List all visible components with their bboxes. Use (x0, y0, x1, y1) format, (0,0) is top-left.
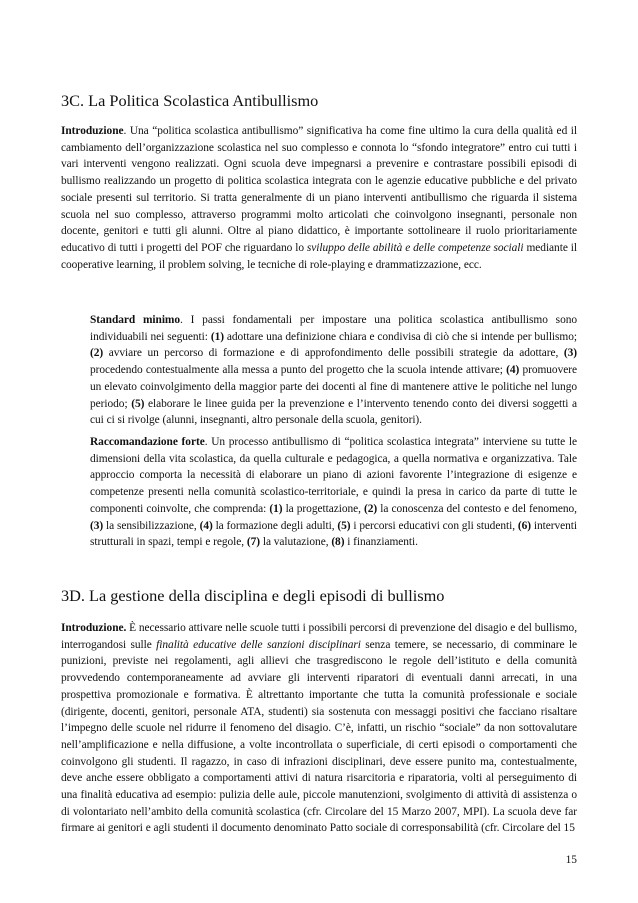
intro-text: senza temere, se necessario, di comminare le punizioni, previste nei regolamenti, agli allievi che trasgrediscono le regole dell’istituto e della comunità provvedendo contemporaneamente ad avviare gli interventi riparatori di eventuali danni arrecati, in una prospettiva promozionale e formativa. È altrettanto importante che tutta la comunità professionale e sociale (dirigente, docenti, genitori, personale ATA, studenti) sia sostenuta con messaggi positivi che facciano risaltare l’impegno delle scuole nel ridurre il fenomeno del disagio. C’è, infatti, un rischio “sociale” da non sottovalutare nell’amplificazione e nella diffusione, a volte incontrollata o superficiale, di certi episodi o comportamenti che coinvolgono gli studenti. Il ragazzo, in caso di infrazioni disciplinari, deve essere punito ma, contestualmente, deve anche essere obbligato a comportamenti attivi di natura risarcitoria e riparatoria, volti al perseguimento di una finalità educativa ad esempio: pulizia delle aule, piccole manutenzioni, svolgimento di attività di assistenza o di volontariato nell’ambito della comunità scolastica (cfr. Circolare del 15 Marzo 2007, MPI). La scuola deve far firmare ai genitori e agli studenti il documento denominato Patto sociale di corresponsabilità (cfr. Circolare del 15 (61, 638, 577, 835)
standard-label: Standard minimo (90, 314, 181, 326)
paragraph-text: avviare un percorso di formazione e di approfondimento delle possibili strategie da adottare, (103, 347, 564, 360)
list-number: (3) (563, 347, 577, 360)
page-number: 15 (565, 854, 577, 866)
paragraph-text: promuovere un elevato coinvolgimento della maggior parte dei docenti al fine di mantenere attive le politiche nel lungo periodo; (90, 364, 577, 410)
section-heading-3d: 3D. La gestione della disciplina e degli episodi di bullismo (61, 586, 445, 605)
recommendation-label: Raccomandazione forte (90, 436, 205, 448)
paragraph-text: elaborare le linee guida per la prevenzione e l’intervento tenendo conto dei diversi soggetti a cui ci si rivolge (alunni, insegnanti, altro personale della scuola, genitori). (90, 397, 577, 427)
list-number: (2) (90, 347, 104, 360)
paragraph-text: procedendo contestualmente alla messa a punto del progetto che la scuola intende attivare; (90, 364, 507, 377)
paragraph-text: i percorsi educativi con gli studenti, (350, 519, 518, 532)
list-number: (7) (246, 536, 261, 549)
list-number: (3) (90, 519, 104, 532)
paragraph-text: la formazione degli adulti, (212, 519, 338, 532)
intro-text: . Una “politica scolastica antibullismo” significativa ha come fine ultimo la cura della qualità ed il cambiamento dell’organizzazione scolastica nel suo complesso e connota lo “sfondo integratore” entro cui tutti i vari interventi vengono realizzati. Ogni scuola deve impegnarsi a prevenire e contrastare possibili episodi di bullismo realizzando un progetto di politica scolastica integrata con le agenzie educative pubbliche e del privato sociale presenti sul territorio. Si tratta generalmente di un piano interventi antibullismo che riguarda il sistema scuola nel suo complesso, attraverso programmi molto articolati che coinvolgono insegnanti, personale non docente, genitori e tutti gli alunni. Oltre al piano didattico, è importante sottolineare il ruolo prioritariamente educativo di tutti i progetti del POF che riguardano lo (61, 125, 577, 254)
paragraph-text: . Un processo antibullismo di “politica scolastica integrata” interviene su tutte le dimensioni della vita scolastica, da quella culturale e pedagogica, a quella normativa e organizzativa. Tale approccio comporta la necessità di elaborare un piano di azioni favorente l’integrazione di esigenze e competenze presenti nella comunità scolastico-territoriale, e quindi la presa in carico da parte di tutte le componenti coinvolte, che comprenda: (90, 436, 577, 515)
raccomandazione-paragraph (90, 434, 577, 551)
list-number: (5) (337, 519, 351, 532)
list-number: (6) (517, 519, 531, 532)
intro-paragraph-3d (61, 620, 577, 837)
paragraph-text: la sensibilizzazione, (103, 519, 200, 532)
paragraph-text: la conoscenza del contesto e del fenomeno, (377, 502, 577, 515)
list-number: (4) (506, 364, 520, 377)
paragraph-text: . I passi fondamentali per impostare una politica scolastica antibullismo sono individuabili nei seguenti: (90, 314, 578, 343)
list-number: (8) (331, 536, 345, 549)
section-heading-3c: 3C. La Politica Scolastica Antibullismo (61, 91, 319, 110)
list-number: (1) (210, 330, 224, 343)
paragraph-text: i finanziamenti. (344, 536, 418, 549)
paragraph-text: la valutazione, (260, 536, 332, 549)
list-number: (5) (131, 397, 145, 410)
list-number: (2) (364, 502, 378, 515)
paragraph-text: adottare una definizione chiara e condivisa di ciò che si intende per bullismo; (223, 330, 577, 343)
intro-label: Introduzione. (61, 622, 127, 634)
list-number: (4) (199, 519, 213, 532)
intro-text: È necessario attivare nelle scuole tutti i possibili percorsi di prevenzione del disagio e del bullismo, interrogandosi sulle (61, 622, 577, 651)
paragraph-text: la progettazione, (282, 502, 365, 515)
list-number: (1) (269, 502, 283, 515)
paragraph-text: interventi strutturali in spazi, tempi e regole, (90, 519, 577, 549)
intro-paragraph-3c (61, 123, 577, 273)
intro-text: mediante il cooperative learning, il problem solving, le tecniche di role-playing e drammatizzazione, ecc. (61, 241, 577, 271)
intro-italic-text: sviluppo delle abilità e delle competenze sociali (306, 241, 524, 254)
intro-label: Introduzione (61, 125, 124, 137)
intro-italic-text: finalità educative delle sanzioni disciplinari (156, 638, 361, 651)
standard-minimo-paragraph (90, 312, 577, 429)
